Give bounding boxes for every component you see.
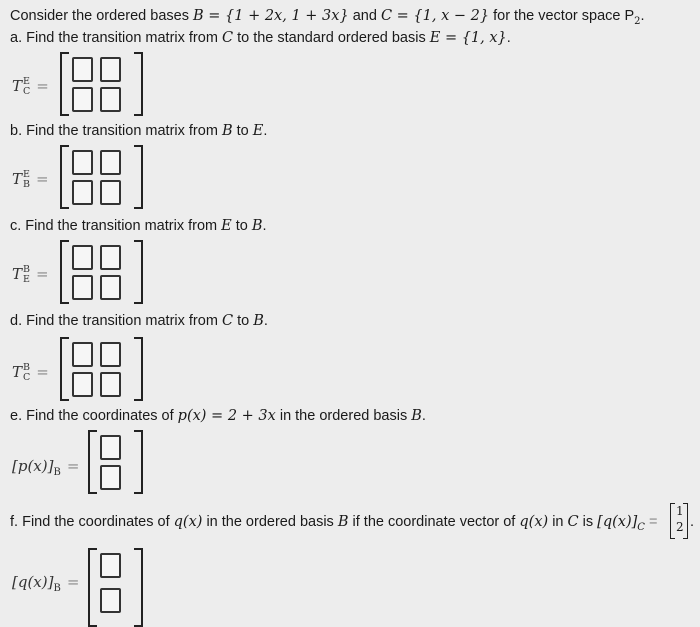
problem-statement: Consider the ordered bases B = {1 + 2x, 1 + 3x} and C = {1, x − 2} for the vector space $P_2$. [10, 8, 645, 27]
part-b-matrix [60, 145, 150, 209]
part-f-question: f. Find the coordinates of q(x) in the ordered basis B if the coordinate vector of q(x) in C is $[q(x)]_C$ = [10, 514, 658, 533]
bracket-left [88, 430, 97, 494]
matrix-entry-input[interactable] [72, 87, 93, 112]
part-a-label: T E C = [12, 76, 49, 97]
part-b-label: T E B = [12, 169, 49, 190]
bracket-left [60, 145, 69, 209]
part-d-label: T B C = [12, 362, 49, 383]
matrix-entry-input[interactable] [72, 275, 93, 300]
part-c-question: c. Find the transition matrix from E to B. [10, 218, 267, 234]
matrix-entry-input[interactable] [100, 150, 121, 175]
bracket-left [60, 52, 69, 116]
part-e-vector [88, 430, 148, 494]
basis-b-definition: B = {1 + 2x, 1 + 3x} [192, 8, 349, 24]
matrix-entry-input[interactable] [100, 57, 121, 82]
part-a-question: a. Find the transition matrix from C to the standard ordered basis E = {1, x}. [10, 30, 511, 46]
given-vector-entry: 2 [676, 520, 684, 534]
vector-entry-input[interactable] [100, 465, 121, 490]
bracket-left [60, 337, 69, 401]
bracket-left [670, 503, 675, 539]
matrix-entry-input[interactable] [72, 180, 93, 205]
bracket-left [88, 548, 97, 627]
part-f-vector [88, 548, 148, 617]
part-a-matrix [60, 52, 150, 116]
bracket-right [683, 503, 688, 539]
matrix-entry-input[interactable] [100, 342, 121, 367]
matrix-entry-input[interactable] [72, 372, 93, 397]
matrix-entry-input[interactable] [100, 180, 121, 205]
bracket-right [134, 145, 143, 209]
part-d-matrix [60, 337, 150, 401]
matrix-entry-input[interactable] [72, 342, 93, 367]
bracket-right [134, 548, 143, 627]
part-d-question: d. Find the transition matrix from C to B. [10, 313, 268, 329]
matrix-entry-input[interactable] [100, 245, 121, 270]
bracket-right [134, 52, 143, 116]
space-subscript: 2 [634, 15, 641, 27]
part-c-matrix [60, 240, 150, 304]
matrix-entry-input[interactable] [72, 245, 93, 270]
matrix-entry-input[interactable] [100, 87, 121, 112]
part-f-period: . [690, 514, 695, 530]
given-vector-entry: 1 [676, 504, 684, 518]
part-c-label: T B E = [12, 264, 49, 285]
vector-entry-input[interactable] [100, 588, 121, 613]
bracket-right [134, 337, 143, 401]
part-b-question: b. Find the transition matrix from B to E. [10, 123, 268, 139]
part-e-question: e. Find the coordinates of p(x) = 2 + 3x in the ordered basis B. [10, 408, 426, 424]
for-text: for the vector space P [493, 8, 635, 24]
vector-entry-input[interactable] [100, 435, 121, 460]
matrix-entry-input[interactable] [72, 150, 93, 175]
part-e-label: $[p(x)]_B$ = [12, 457, 80, 478]
intro-text: Consider the ordered bases [10, 8, 189, 24]
matrix-entry-input[interactable] [72, 57, 93, 82]
bracket-left [60, 240, 69, 304]
vector-entry-input[interactable] [100, 553, 121, 578]
bracket-right [134, 240, 143, 304]
and-text: and [352, 8, 377, 24]
basis-c-definition: C = {1, x − 2} [380, 8, 490, 24]
given-coordinate-vector [670, 503, 688, 539]
matrix-entry-input[interactable] [100, 372, 121, 397]
bracket-right [134, 430, 143, 494]
matrix-entry-input[interactable] [100, 275, 121, 300]
part-f-label: $[q(x)]_B$ = [12, 573, 80, 594]
